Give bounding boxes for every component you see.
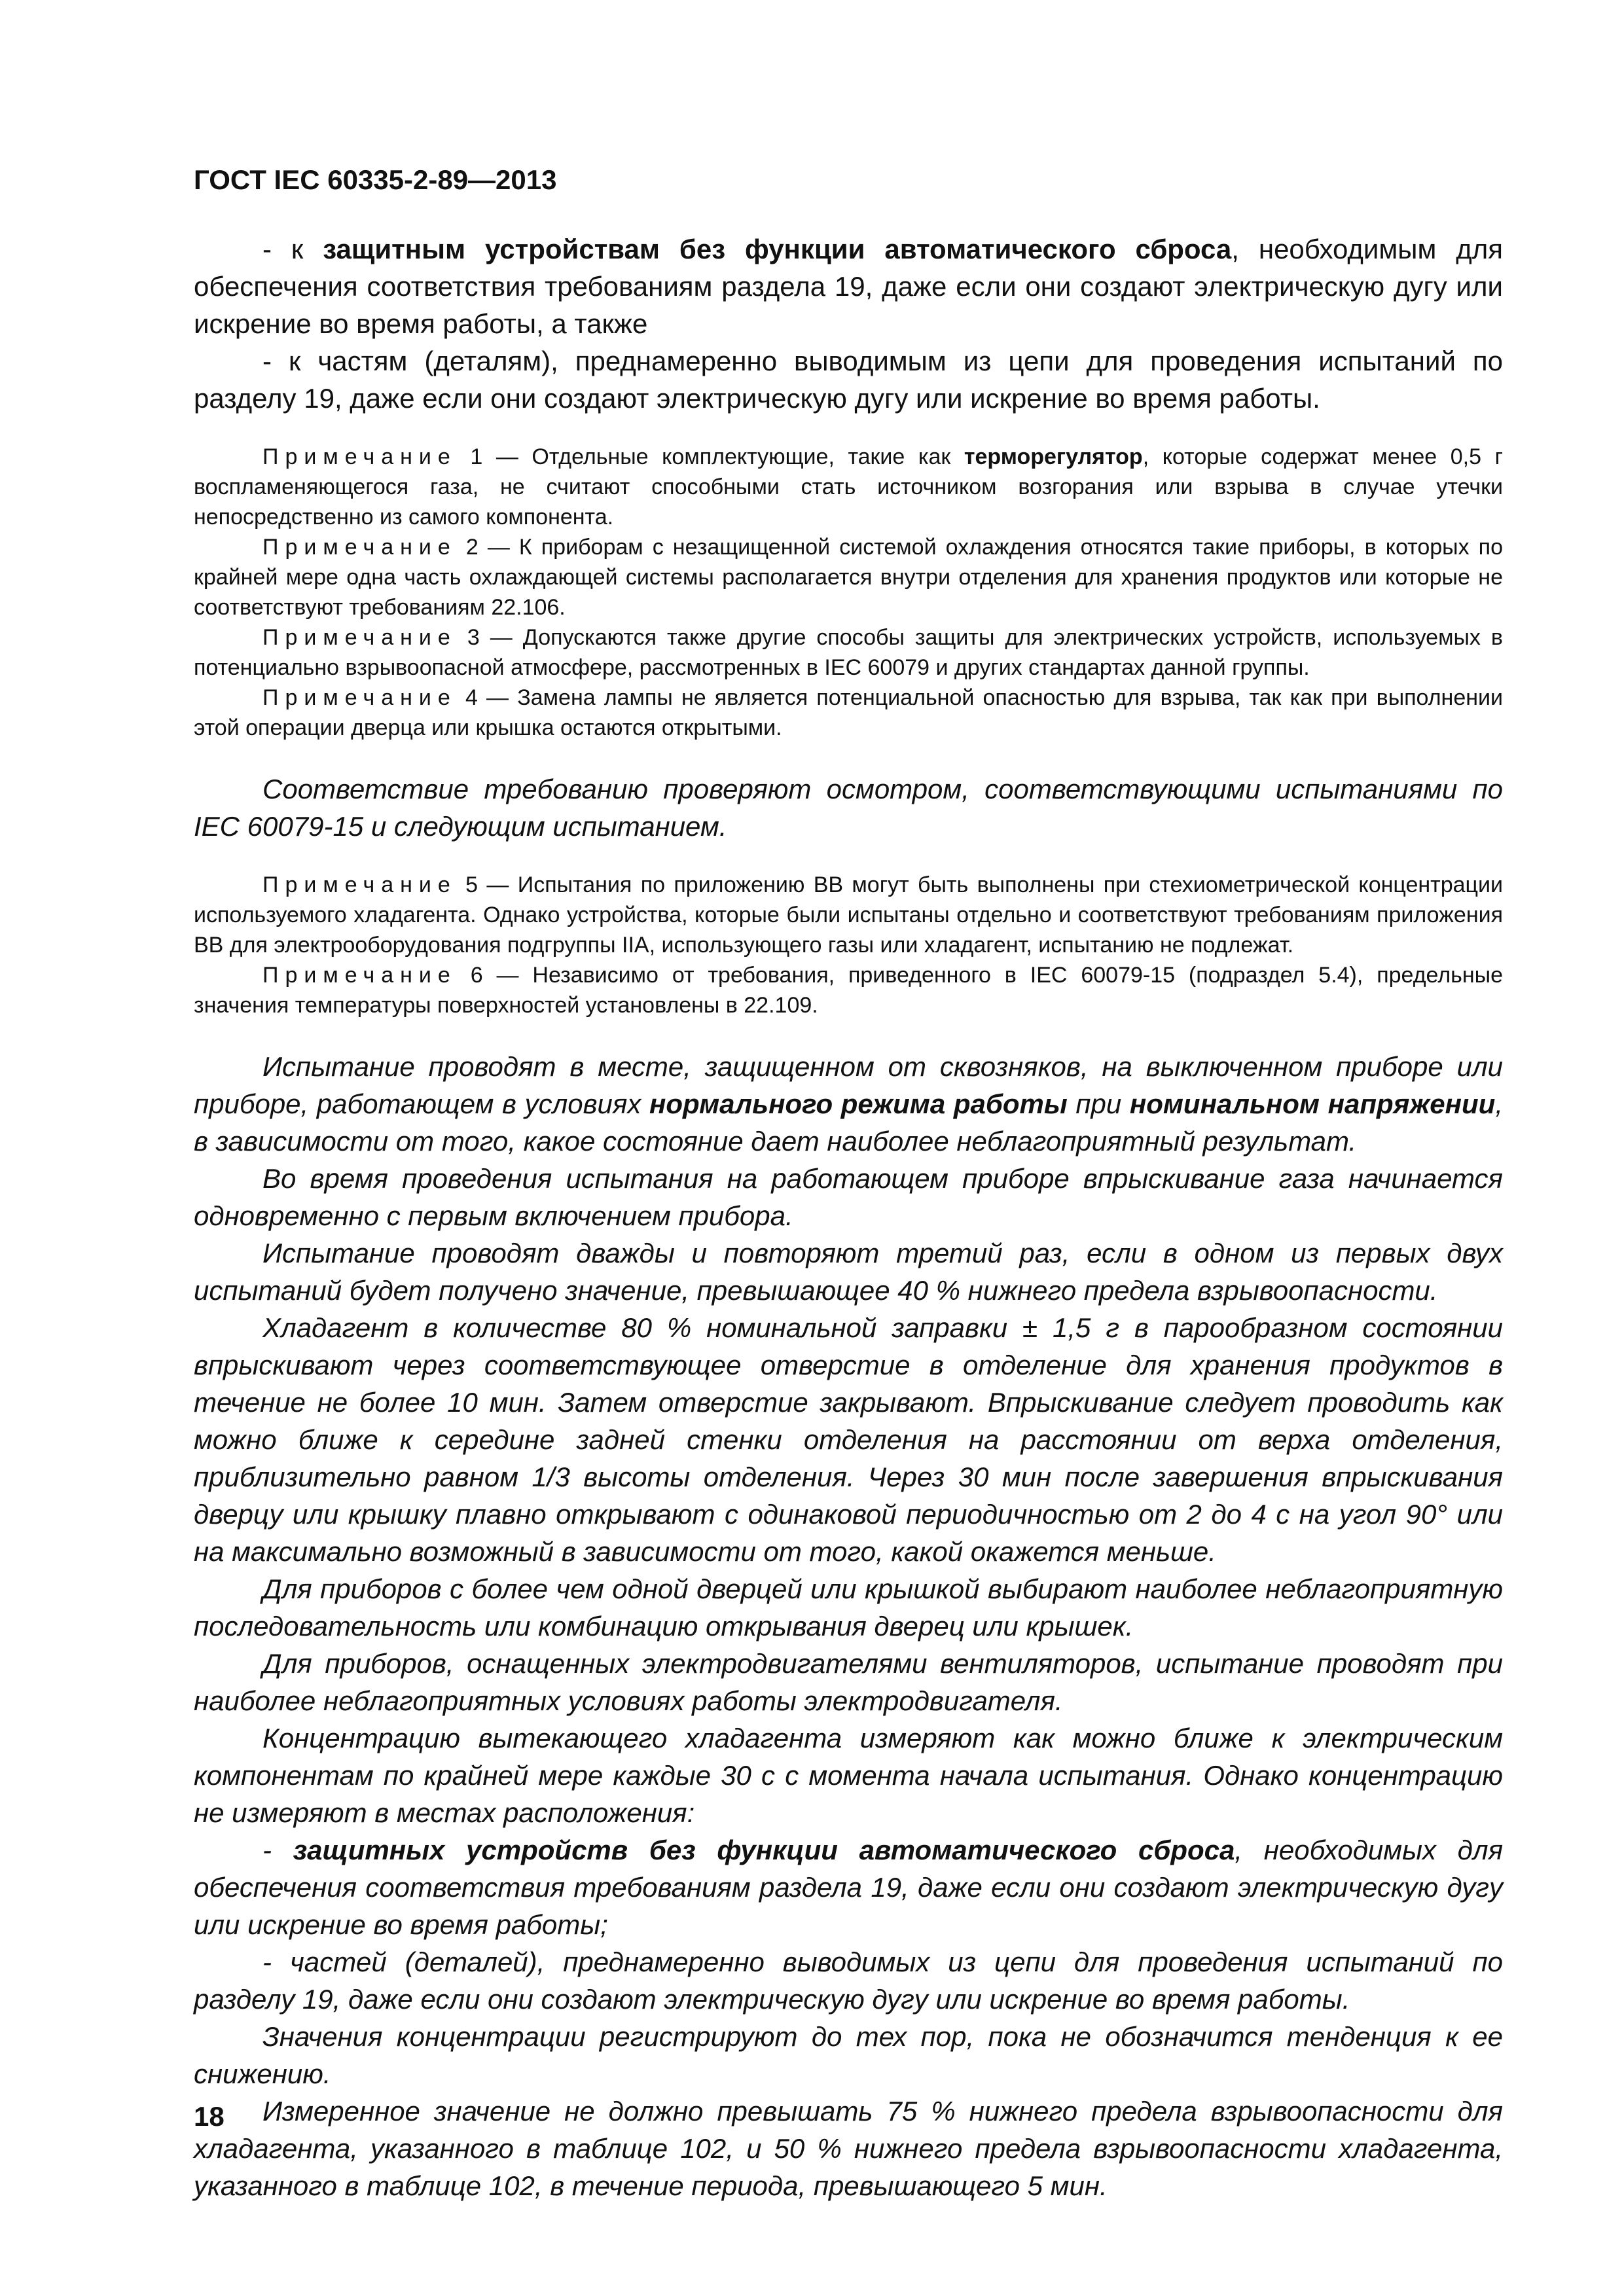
note-4-num: 4 — [456,685,518,711]
note-3-text: Допускаются также другие способы защиты для электрических устройств, используемых в потенциально взрывоопасной атмосфере, рассмотренных в IEC 60079 и других стандартах данной группы. [194,625,1503,681]
note-5-num: 5 — [456,872,518,898]
test-1-c: при [1067,1088,1130,1120]
test-paragraph-2: Во время проведения испытания на работающем приборе впрыскивание газа начинается одновременно с первым включением прибора. [194,1163,1503,1232]
note-3 [194,622,1503,683]
intro-paragraph-1 [194,230,1503,342]
page-number: 18 [194,2101,225,2132]
test-paragraph-7: Концентрацию вытекающего хладагента измеряют как можно ближе к электрическим компонентам по крайней мере каждые 30 с с момента начала испытания. Однако концентрацию не измеряют в местах расположения: [194,1723,1503,1829]
note-6-num: 6 — [456,963,533,988]
test-paragraph-11: Измеренное значение не должно превышать 75 % нижнего предела взрывоопасности для хладагента, указанного в таблице 102, и 50 % нижнего предела взрывоопасности хладагента, указанного в таблице 102, в течение периода, превышающего 5 мин. [194,2096,1503,2202]
test-paragraph-3: Испытание проводят дважды и повторяют третий раз, если в одном из первых двух испытаний будет получено значение, превышающее 40 % нижнего предела взрывоопасности. [194,1238,1503,1306]
test-8-post: , необходимых для обеспечения соответствия требованиям раздела 19, даже если они создают электрическую дугу или искрение во время работы; [194,1835,1503,1941]
compliance-paragraph: Соответствие требованию проверяют осмотром, соответствующими испытаниями по IEC 60079-15 и следующим испытанием. [194,774,1503,842]
note-6 [194,960,1503,1020]
note-1 [194,442,1503,532]
intro-1-post: , необходимым для обеспечения соответствия требованиям раздела 19, даже если они создают электрическую дугу или искрение во время работы, а также [194,234,1504,340]
notes-block-1 [194,442,1503,743]
note-1-bold: терморегулятор [964,444,1143,470]
test-paragraph-8 [194,1831,1503,1943]
test-1-bold-1: нормального режима работы [649,1088,1068,1120]
note-3-num: 3 — [456,625,523,651]
document-header: ГОСТ IEC 60335-2-89—2013 [194,164,557,195]
note-4-label: Примечание [262,685,457,711]
note-1-num: 1 — [456,444,532,470]
note-3-label: Примечание [262,625,457,651]
note-6-text: Независимо от требования, приведенного в IEC 60079-15 (подраздел 5.4), предельные значения температуры поверхностей установлены в 22.109. [194,963,1504,1018]
test-paragraph-9: - частей (деталей), преднамеренно выводимых из цепи для проведения испытаний по разделу 19, даже если они создают электрическую дугу или искрение во время работы. [194,1946,1503,2015]
test-8-bold: защитных устройств без функции автоматического сброса [293,1835,1235,1866]
test-paragraph-4: Хладагент в количестве 80 % номинальной заправки ± 1,5 г в парообразном состоянии впрыскивают через соответствующее отверстие в отделение для хранения продуктов в течение не более 10 мин. Затем отверстие закрывают. Впрыскивание следует проводить как можно ближе к середине задней стенки отделения на расстоянии от верха отделения, приблизительно равном 1/3 высоты отделения. Через 30 мин после завершения впрыскивания дверцу или крышку плавно открывают с одинаковой периодичностью от 2 до 4 с на угол 90° или на максимально возможный в зависимости от того, какой окажется меньше. [194,1312,1503,1568]
document-page [194,164,1503,2204]
notes-block-2 [194,870,1503,1020]
intro-paragraph-2: - к частям (деталям), преднамеренно выводимым из цепи для проведения испытаний по разделу 19, даже если они создают электрическую дугу или искрение во время работы. [194,346,1503,414]
test-paragraph-10: Значения концентрации регистрируют до тех пор, пока не обозначится тенденция к ее снижению. [194,2021,1503,2090]
test-paragraph-1 [194,1048,1503,1160]
note-2-num: 2 — [456,535,519,560]
note-2-label: Примечание [262,535,457,560]
note-1-pre: Отдельные комплектующие, такие как [532,444,964,470]
note-2 [194,532,1503,622]
note-6-label: Примечание [262,963,457,988]
test-1-bold-2: номинальном напряжении [1129,1088,1496,1120]
test-paragraph-5: Для приборов с более чем одной дверцей или крышкой выбирают наиболее неблагоприятную последовательность или комбинацию открывания дверец или крышек. [194,1573,1503,1642]
test-8-pre: - [262,1835,293,1866]
test-1-d: , в зависимости от того, какое состояние дает наиболее неблагоприятный результат. [194,1088,1504,1157]
note-5-label: Примечание [262,872,457,898]
test-paragraph-6: Для приборов, оснащенных электродвигателями вентиляторов, испытание проводят при наиболее неблагоприятных условиях работы электродвигателя. [194,1648,1503,1717]
test-1-a: Испытание проводят в месте, защищенном от сквозняков, на выключенном приборе или приборе, работающем в условиях [194,1051,1503,1120]
note-5-text: Испытания по приложению ВВ могут быть выполнены при стехиометрической концентрации используемого хладагента. Однако устройства, которые были испытаны отдельно и соответствуют требованиям приложения ВВ для электрооборудования подгруппы IIA, использующего газы или хладагент, испытанию не подлежат. [194,872,1504,958]
note-2-text: К приборам с незащищенной системой охлаждения относятся такие приборы, в которых по крайней мере одна часть охлаждающей системы располагается внутри отделения для хранения продуктов или которые не соответствуют требованиям 22.106. [194,535,1504,620]
note-4-text: Замена лампы не является потенциальной опасностью для взрыва, так как при выполнении этой операции дверца или крышка остаются открытыми. [194,685,1504,741]
note-4 [194,683,1503,743]
intro-1-pre: - к [262,234,323,265]
note-1-label: Примечание [262,444,457,470]
note-1-post: , которые содержат менее 0,5 г воспламеняющегося газа, не считают способными стать источником возгорания или взрыва в случае утечки непосредственно из самого компонента. [194,444,1503,530]
note-5 [194,870,1503,960]
intro-1-bold: защитным устройствам без функции автоматического сброса [323,234,1232,265]
